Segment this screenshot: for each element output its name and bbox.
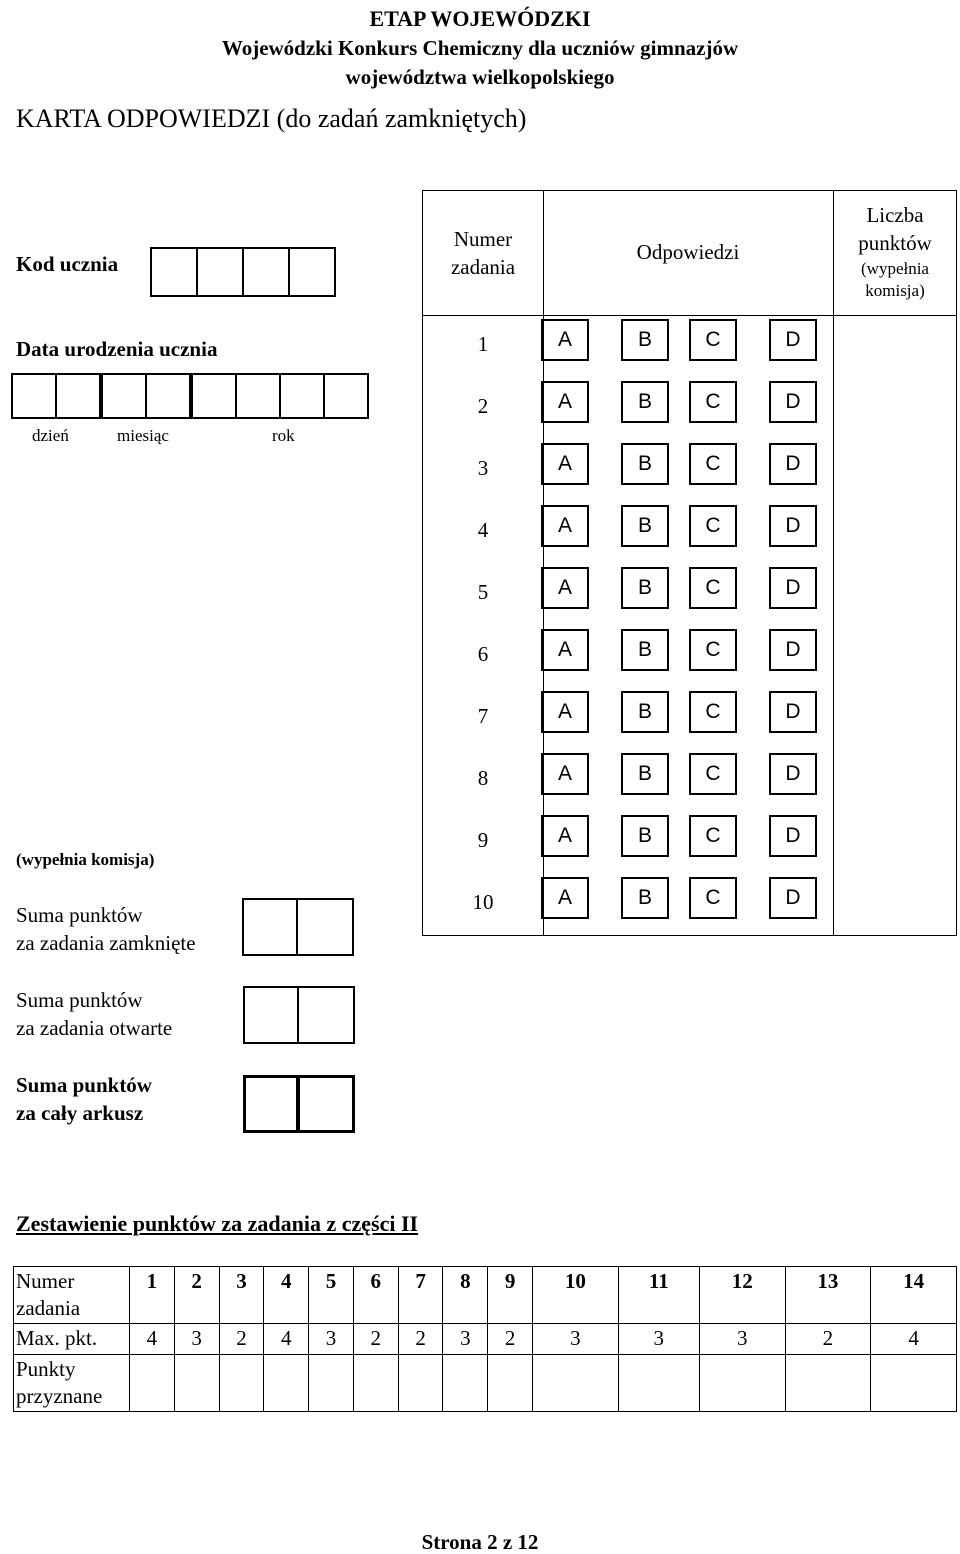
summary-task-number: 4 — [264, 1267, 309, 1324]
student-code-boxes[interactable] — [150, 247, 334, 297]
answer-option-c[interactable]: C — [689, 567, 737, 609]
summary-max-points: 3 — [309, 1324, 354, 1355]
sum-open-box[interactable] — [243, 986, 299, 1044]
summary-task-number: 3 — [219, 1267, 264, 1324]
summary-task-number: 12 — [699, 1267, 785, 1324]
answer-option-d[interactable]: D — [769, 443, 817, 485]
summary-awarded-cell[interactable] — [533, 1355, 619, 1412]
answer-option-d[interactable]: D — [769, 753, 817, 795]
summary-label-awarded: Punkty przyznane — [14, 1355, 130, 1412]
question-number: 10 — [472, 890, 494, 914]
summary-max-points: 2 — [353, 1324, 398, 1355]
summary-max-points: 3 — [699, 1324, 785, 1355]
birth-date-box[interactable] — [11, 373, 57, 419]
student-code-box[interactable] — [288, 247, 336, 297]
answer-option-b[interactable]: B — [621, 877, 669, 919]
birth-date-box[interactable] — [55, 373, 101, 419]
answer-option-c[interactable]: C — [689, 505, 737, 547]
summary-max-points: 2 — [785, 1324, 871, 1355]
summary-label-max: Max. pkt. — [14, 1324, 130, 1355]
birth-date-box[interactable] — [145, 373, 191, 419]
summary-task-number: 9 — [488, 1267, 533, 1324]
summary-max-points: 3 — [174, 1324, 219, 1355]
answer-option-c[interactable]: C — [689, 443, 737, 485]
col-header-points — [833, 201, 957, 301]
col-header-number-line1: Numer — [453, 227, 513, 251]
answer-option-a[interactable]: A — [541, 443, 589, 485]
summary-awarded-cell[interactable] — [219, 1355, 264, 1412]
answer-table — [422, 190, 957, 936]
sum-closed-box[interactable] — [242, 898, 298, 956]
col-header-number-line2: zadania — [450, 255, 516, 279]
summary-awarded-cell[interactable] — [785, 1355, 871, 1412]
day-label: dzień — [32, 426, 69, 445]
answer-option-a[interactable]: A — [541, 505, 589, 547]
summary-task-number: 11 — [618, 1267, 699, 1324]
question-number: 3 — [477, 456, 489, 480]
summary-row-max — [14, 1324, 957, 1355]
summary-row-numbers — [14, 1267, 957, 1324]
summary-awarded-cell[interactable] — [618, 1355, 699, 1412]
question-number: 6 — [477, 642, 489, 666]
answer-option-d[interactable]: D — [769, 381, 817, 423]
summary-max-points: 2 — [219, 1324, 264, 1355]
answer-option-a[interactable]: A — [541, 381, 589, 423]
answer-option-c[interactable]: C — [689, 319, 737, 361]
summary-task-number: 2 — [174, 1267, 219, 1324]
summary-awarded-cell[interactable] — [264, 1355, 309, 1412]
answer-option-d[interactable]: D — [769, 815, 817, 857]
summary-max-points: 3 — [533, 1324, 619, 1355]
question-number: 2 — [477, 394, 489, 418]
student-code-box[interactable] — [242, 247, 290, 297]
col-header-points-line4: komisja) — [865, 281, 925, 300]
year-label: rok — [272, 426, 295, 445]
answer-option-d[interactable]: D — [769, 505, 817, 547]
answer-option-a[interactable]: A — [541, 877, 589, 919]
sum-open-label — [16, 986, 172, 1042]
birth-date-boxes[interactable] — [11, 373, 367, 419]
summary-awarded-cell[interactable] — [130, 1355, 175, 1412]
col-header-points-line3: (wypełnia — [861, 259, 929, 278]
summary-max-points: 4 — [130, 1324, 175, 1355]
summary-max-points: 4 — [871, 1324, 957, 1355]
summary-title: Zestawienie punktów za zadania z części II — [16, 1211, 419, 1236]
answer-option-c[interactable]: C — [689, 691, 737, 733]
answer-option-b[interactable]: B — [621, 319, 669, 361]
page-number: Strona 2 z 12 — [421, 1530, 539, 1554]
summary-awarded-cell[interactable] — [398, 1355, 443, 1412]
summary-awarded-cell[interactable] — [174, 1355, 219, 1412]
birth-date-box[interactable] — [323, 373, 369, 419]
sum-open-label-line2: za zadania otwarte — [16, 1016, 173, 1040]
sum-total-box[interactable] — [297, 1075, 355, 1133]
sum-open-label-line1: Suma punktów — [16, 988, 143, 1012]
sum-open-box[interactable] — [297, 986, 355, 1044]
document-header — [0, 0, 960, 92]
answer-option-d[interactable]: D — [769, 567, 817, 609]
summary-task-number: 10 — [533, 1267, 619, 1324]
sum-total-label — [16, 1071, 152, 1127]
summary-max-points: 3 — [618, 1324, 699, 1355]
student-code-box[interactable] — [196, 247, 244, 297]
birth-date-label: Data urodzenia ucznia — [16, 337, 218, 361]
sum-closed-label — [16, 901, 196, 957]
contest-title: Wojewódzki Konkurs Chemiczny dla uczniów gimnazjów — [221, 36, 739, 60]
sum-closed-box[interactable] — [296, 898, 354, 956]
question-number: 4 — [477, 518, 489, 542]
sum-closed-label-line2: za zadania zamknięte — [16, 931, 196, 955]
summary-task-number: 5 — [309, 1267, 354, 1324]
answer-option-a[interactable]: A — [541, 753, 589, 795]
question-number: 1 — [477, 332, 489, 356]
summary-row-awarded — [14, 1355, 957, 1412]
sum-total-boxes[interactable] — [243, 1075, 353, 1133]
summary-max-points: 2 — [488, 1324, 533, 1355]
summary-awarded-cell[interactable] — [699, 1355, 785, 1412]
answer-option-d[interactable]: D — [769, 319, 817, 361]
birth-date-box[interactable] — [235, 373, 281, 419]
answer-option-b[interactable]: B — [621, 753, 669, 795]
col-header-points-line1: Liczba — [866, 203, 924, 227]
answer-option-b[interactable]: B — [621, 815, 669, 857]
commission-note: (wypełnia komisja) — [16, 850, 155, 869]
sum-closed-label-line1: Suma punktów — [16, 903, 143, 927]
sum-open-boxes[interactable] — [243, 986, 353, 1044]
summary-awarded-cell[interactable] — [488, 1355, 533, 1412]
answer-option-a[interactable]: A — [541, 629, 589, 671]
month-label: miesiąc — [117, 426, 169, 445]
summary-awarded-cell[interactable] — [443, 1355, 488, 1412]
summary-awarded-cell[interactable] — [871, 1355, 957, 1412]
question-number: 8 — [477, 766, 489, 790]
answer-option-b[interactable]: B — [621, 443, 669, 485]
sum-total-label-line1: Suma punktów — [16, 1073, 152, 1097]
student-code-box[interactable] — [150, 247, 198, 297]
answer-option-a[interactable]: A — [541, 319, 589, 361]
answer-option-b[interactable]: B — [621, 505, 669, 547]
answer-option-c[interactable]: C — [689, 629, 737, 671]
card-title: KARTA ODPOWIEDZI (do zadań zamkniętych) — [16, 104, 527, 133]
summary-task-number: 14 — [871, 1267, 957, 1324]
answer-option-c[interactable]: C — [689, 815, 737, 857]
column-divider — [833, 191, 834, 935]
summary-max-points: 3 — [443, 1324, 488, 1355]
col-header-number — [423, 225, 543, 281]
question-number: 5 — [477, 580, 489, 604]
summary-task-number: 1 — [130, 1267, 175, 1324]
answer-option-a[interactable]: A — [541, 567, 589, 609]
summary-table — [13, 1266, 957, 1412]
summary-awarded-cell[interactable] — [353, 1355, 398, 1412]
sum-total-label-line2: za cały arkusz — [16, 1101, 144, 1125]
answer-option-d[interactable]: D — [769, 877, 817, 919]
answer-option-c[interactable]: C — [689, 877, 737, 919]
student-code-label: Kod ucznia — [16, 252, 119, 276]
question-number: 9 — [477, 828, 489, 852]
answer-option-d[interactable]: D — [769, 629, 817, 671]
birth-date-box[interactable] — [279, 373, 325, 419]
answer-option-a[interactable]: A — [541, 815, 589, 857]
answer-option-c[interactable]: C — [689, 753, 737, 795]
col-header-points-line2: punktów — [858, 231, 932, 255]
birth-date-box[interactable] — [101, 373, 147, 419]
summary-max-points: 2 — [398, 1324, 443, 1355]
answer-option-b[interactable]: B — [621, 629, 669, 671]
sum-total-box[interactable] — [243, 1075, 299, 1133]
answer-option-a[interactable]: A — [541, 691, 589, 733]
summary-task-number: 8 — [443, 1267, 488, 1324]
summary-awarded-cell[interactable] — [309, 1355, 354, 1412]
col-header-answers: Odpowiedzi — [636, 240, 740, 264]
region-title: województwa wielkopolskiego — [345, 65, 615, 89]
answer-option-c[interactable]: C — [689, 381, 737, 423]
birth-date-box[interactable] — [191, 373, 237, 419]
answer-option-d[interactable]: D — [769, 691, 817, 733]
answer-option-b[interactable]: B — [621, 567, 669, 609]
summary-max-points: 4 — [264, 1324, 309, 1355]
header-divider — [423, 315, 956, 316]
summary-task-number: 7 — [398, 1267, 443, 1324]
summary-task-number: 6 — [353, 1267, 398, 1324]
sum-closed-boxes[interactable] — [242, 898, 352, 956]
question-number: 7 — [477, 704, 489, 728]
summary-label-numbers: Numer zadania — [14, 1267, 130, 1324]
summary-task-number: 13 — [785, 1267, 871, 1324]
answer-option-b[interactable]: B — [621, 691, 669, 733]
stage-title: ETAP WOJEWÓDZKI — [369, 6, 591, 31]
answer-option-b[interactable]: B — [621, 381, 669, 423]
